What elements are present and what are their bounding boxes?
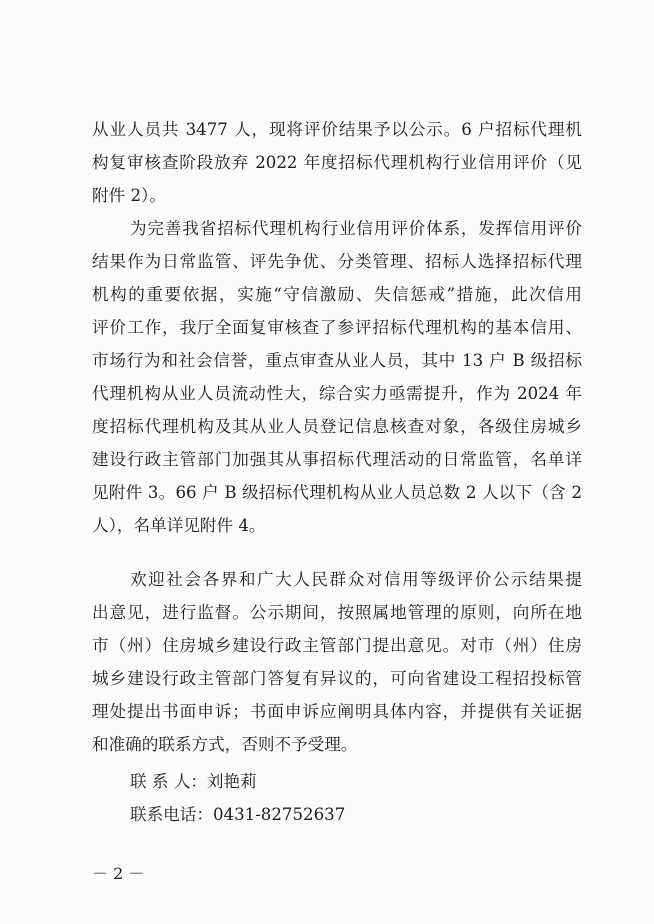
paragraph-2 bbox=[92, 212, 582, 542]
contact-person: 联 系 人：刘艳莉 bbox=[130, 772, 257, 791]
text-line: 建设行政主管部门加强其从事招标代理活动的日常监管，名单详 bbox=[92, 450, 582, 469]
text-line: 欢迎社会各界和广大人民群众对信用等级评价公示结果提 bbox=[130, 570, 582, 589]
contact-block bbox=[92, 765, 582, 831]
text-line: 市（州）住房城乡建设行政主管部门提出意见。对市（州）住房 bbox=[92, 636, 582, 655]
text-line: 市场行为和社会信誉，重点审查从业人员，其中 13 户 B 级招标 bbox=[92, 351, 582, 370]
text-line: 机构的重要依据，实施“守信激励、失信惩戒”措施，此次信用 bbox=[92, 285, 582, 304]
page-number: － 2 － bbox=[92, 864, 145, 883]
text-line: 人），名单详见附件 4。 bbox=[92, 516, 266, 535]
text-line: 从业人员共 3477 人，现将评价结果予以公示。6 户招标代理机 bbox=[92, 120, 582, 139]
text-line: 理处提出书面申诉；书面申诉应阐明具体内容，并提供有关证据 bbox=[92, 702, 582, 721]
text-line: 附件 2）。 bbox=[92, 186, 166, 205]
paragraph-3 bbox=[92, 563, 582, 761]
text-line: 出意见，进行监督。公示期间，按照属地管理的原则，向所在地 bbox=[92, 603, 582, 622]
text-line: 见附件 3。66 户 B 级招标代理机构从业人员总数 2 人以下（含 2 bbox=[92, 483, 582, 502]
text-line: 度招标代理机构及其从业人员登记信息核查对象，各级住房城乡 bbox=[92, 417, 582, 436]
paragraph-1 bbox=[92, 113, 582, 212]
text-line: 评价工作，我厅全面复审核查了参评招标代理机构的基本信用、 bbox=[92, 318, 582, 337]
text-line: 结果作为日常监管、评先争优、分类管理、招标人选择招标代理 bbox=[92, 252, 582, 271]
text-line: 城乡建设行政主管部门答复有异议的，可向省建设工程招投标管 bbox=[92, 669, 582, 688]
text-line: 代理机构从业人员流动性大，综合实力亟需提升，作为 2024 年 bbox=[92, 384, 582, 403]
contact-phone: 联系电话：0431-82752637 bbox=[130, 805, 346, 824]
text-line: 构复审核查阶段放弃 2022 年度招标代理机构行业信用评价（见 bbox=[92, 153, 582, 172]
text-line: 和准确的联系方式，否则不予受理。 bbox=[92, 735, 358, 754]
text-line: 为完善我省招标代理机构行业信用评价体系，发挥信用评价 bbox=[130, 219, 582, 238]
